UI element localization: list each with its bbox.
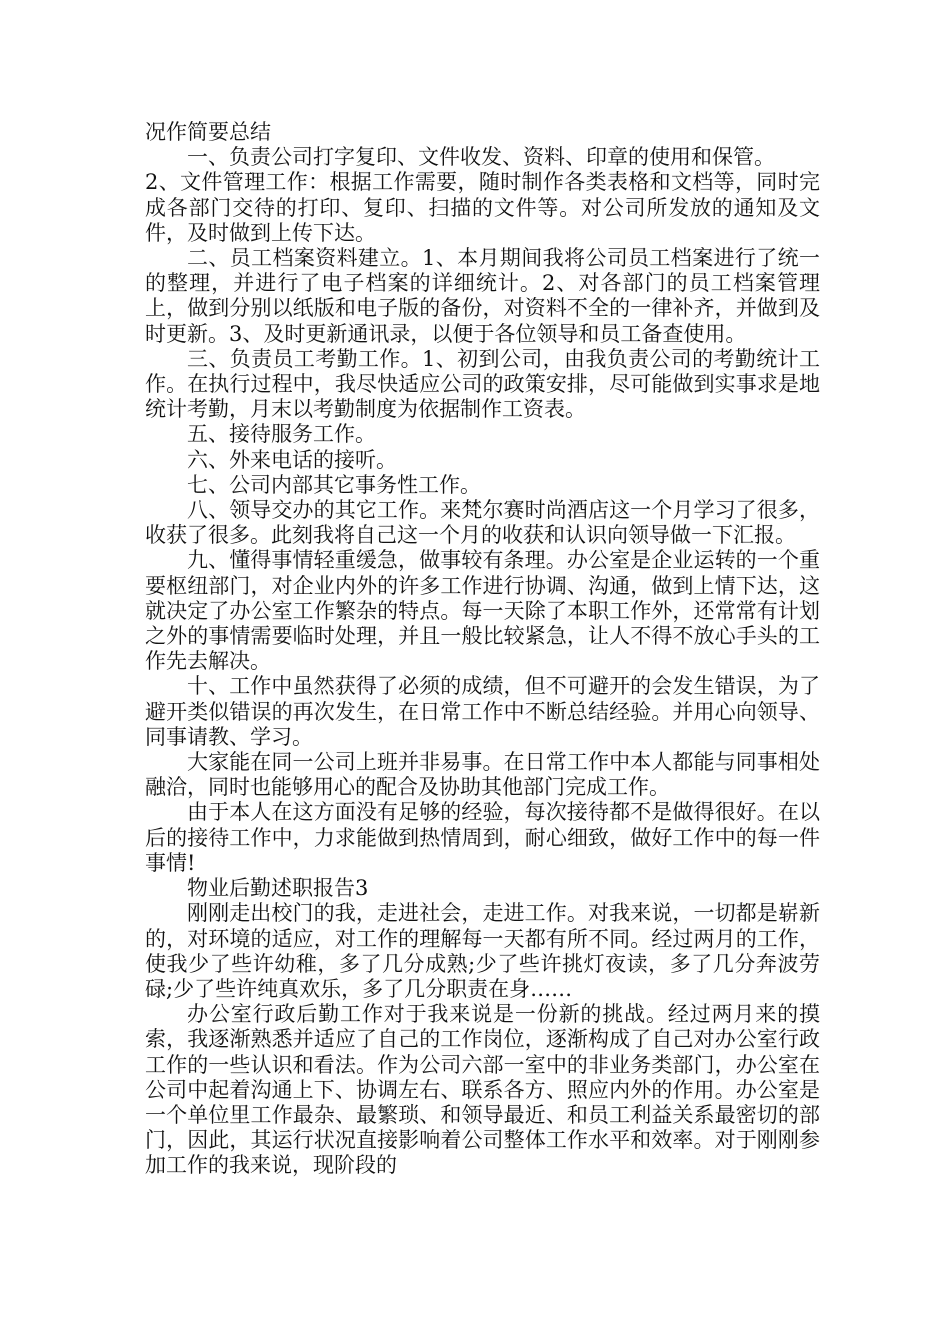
paragraph: 况作简要总结 bbox=[145, 120, 271, 144]
paragraph: 十、工作中虽然获得了必须的成绩，但不可避开的会发生错误，为了避开类似错误的再次发生，在日常工作中不断总结经验。并用心向领导、同事请教、学习。 bbox=[145, 674, 820, 749]
paragraph: 刚刚走出校门的我，走进社会，走进工作。对我来说，一切都是崭新的，对环境的适应，对工作的理解每一天都有所不同。经过两月的工作，使我少了些许幼稚，多了几分成熟;少了些许挑灯夜读，多了几分奔波劳碌;少了些许纯真欢乐，多了几分职责在身…… bbox=[145, 901, 820, 1001]
paragraph: 九、懂得事情轻重缓急，做事较有条理。办公室是企业运转的一个重要枢纽部门，对企业内外的许多工作进行协调、沟通，做到上情下达，这就决定了办公室工作繁杂的特点。每一天除了本职工作外，还常常有计划之外的事情需要临时处理，并且一般比较紧急，让人不得不放心手头的工作先去解决。 bbox=[145, 548, 820, 674]
paragraph: 办公室行政后勤工作对于我来说是一份新的挑战。经过两月来的摸索，我逐渐熟悉并适应了自己的工作岗位，逐渐构成了自己对办公室行政工作的一些认识和看法。作为公司六部一室中的非业务类部门，办公室在公司中起着沟通上下、协调左右、联系各方、照应内外的作用。办公室是一个单位里工作最杂、最繁琐、和领导最近、和员工利益关系最密切的部门，因此，其运行状况直接影响着公司整体工作水平和效率。对于刚刚参加工作的我来说，现阶段的 bbox=[145, 1002, 820, 1178]
paragraph: 七、公司内部其它事务性工作。 bbox=[187, 472, 481, 497]
paragraph: 一、负责公司打字复印、文件收发、资料、印章的使用和保管。 bbox=[187, 145, 775, 170]
paragraph: 六、外来电话的接听。 bbox=[187, 447, 397, 472]
section-heading: 物业后勤述职报告3 bbox=[187, 876, 369, 901]
paragraph: 八、领导交办的其它工作。来梵尔赛时尚酒店这一个月学习了很多，收获了很多。此刻我将自己这一个月的收获和认识向领导做一下汇报。 bbox=[145, 498, 820, 548]
paragraph: 三、负责员工考勤工作。1、初到公司，由我负责公司的考勤统计工作。在执行过程中，我尽快适应公司的政策安排，尽可能做到实事求是地统计考勤，月末以考勤制度为依据制作工资表。 bbox=[145, 346, 820, 422]
paragraph: 二、员工档案资料建立。1、本月期间我将公司员工档案进行了统一的整理，并进行了电子档案的详细统计。2、对各部门的员工档案管理上，做到分别以纸版和电子版的备份，对资料不全的一律补齐，并做到及时更新。3、及时更新通讯录，以便于各位领导和员工备查使用。 bbox=[145, 246, 820, 346]
paragraph: 五、接待服务工作。 bbox=[187, 422, 376, 447]
paragraph: 大家能在同一公司上班并非易事。在日常工作中本人都能与同事相处融洽，同时也能够用心的配合及协助其他部门完成工作。 bbox=[145, 750, 820, 800]
paragraph: 2、文件管理工作：根据工作需要，随时制作各类表格和文档等，同时完成各部门交待的打印、复印、扫描的文件等。对公司所发放的通知及文件，及时做到上传下达。 bbox=[145, 170, 820, 245]
paragraph: 由于本人在这方面没有足够的经验，每次接待都不是做得很好。在以后的接待工作中，力求能做到热情周到，耐心细致，做好工作中的每一件事情! bbox=[145, 800, 820, 875]
document-body bbox=[145, 120, 820, 1179]
